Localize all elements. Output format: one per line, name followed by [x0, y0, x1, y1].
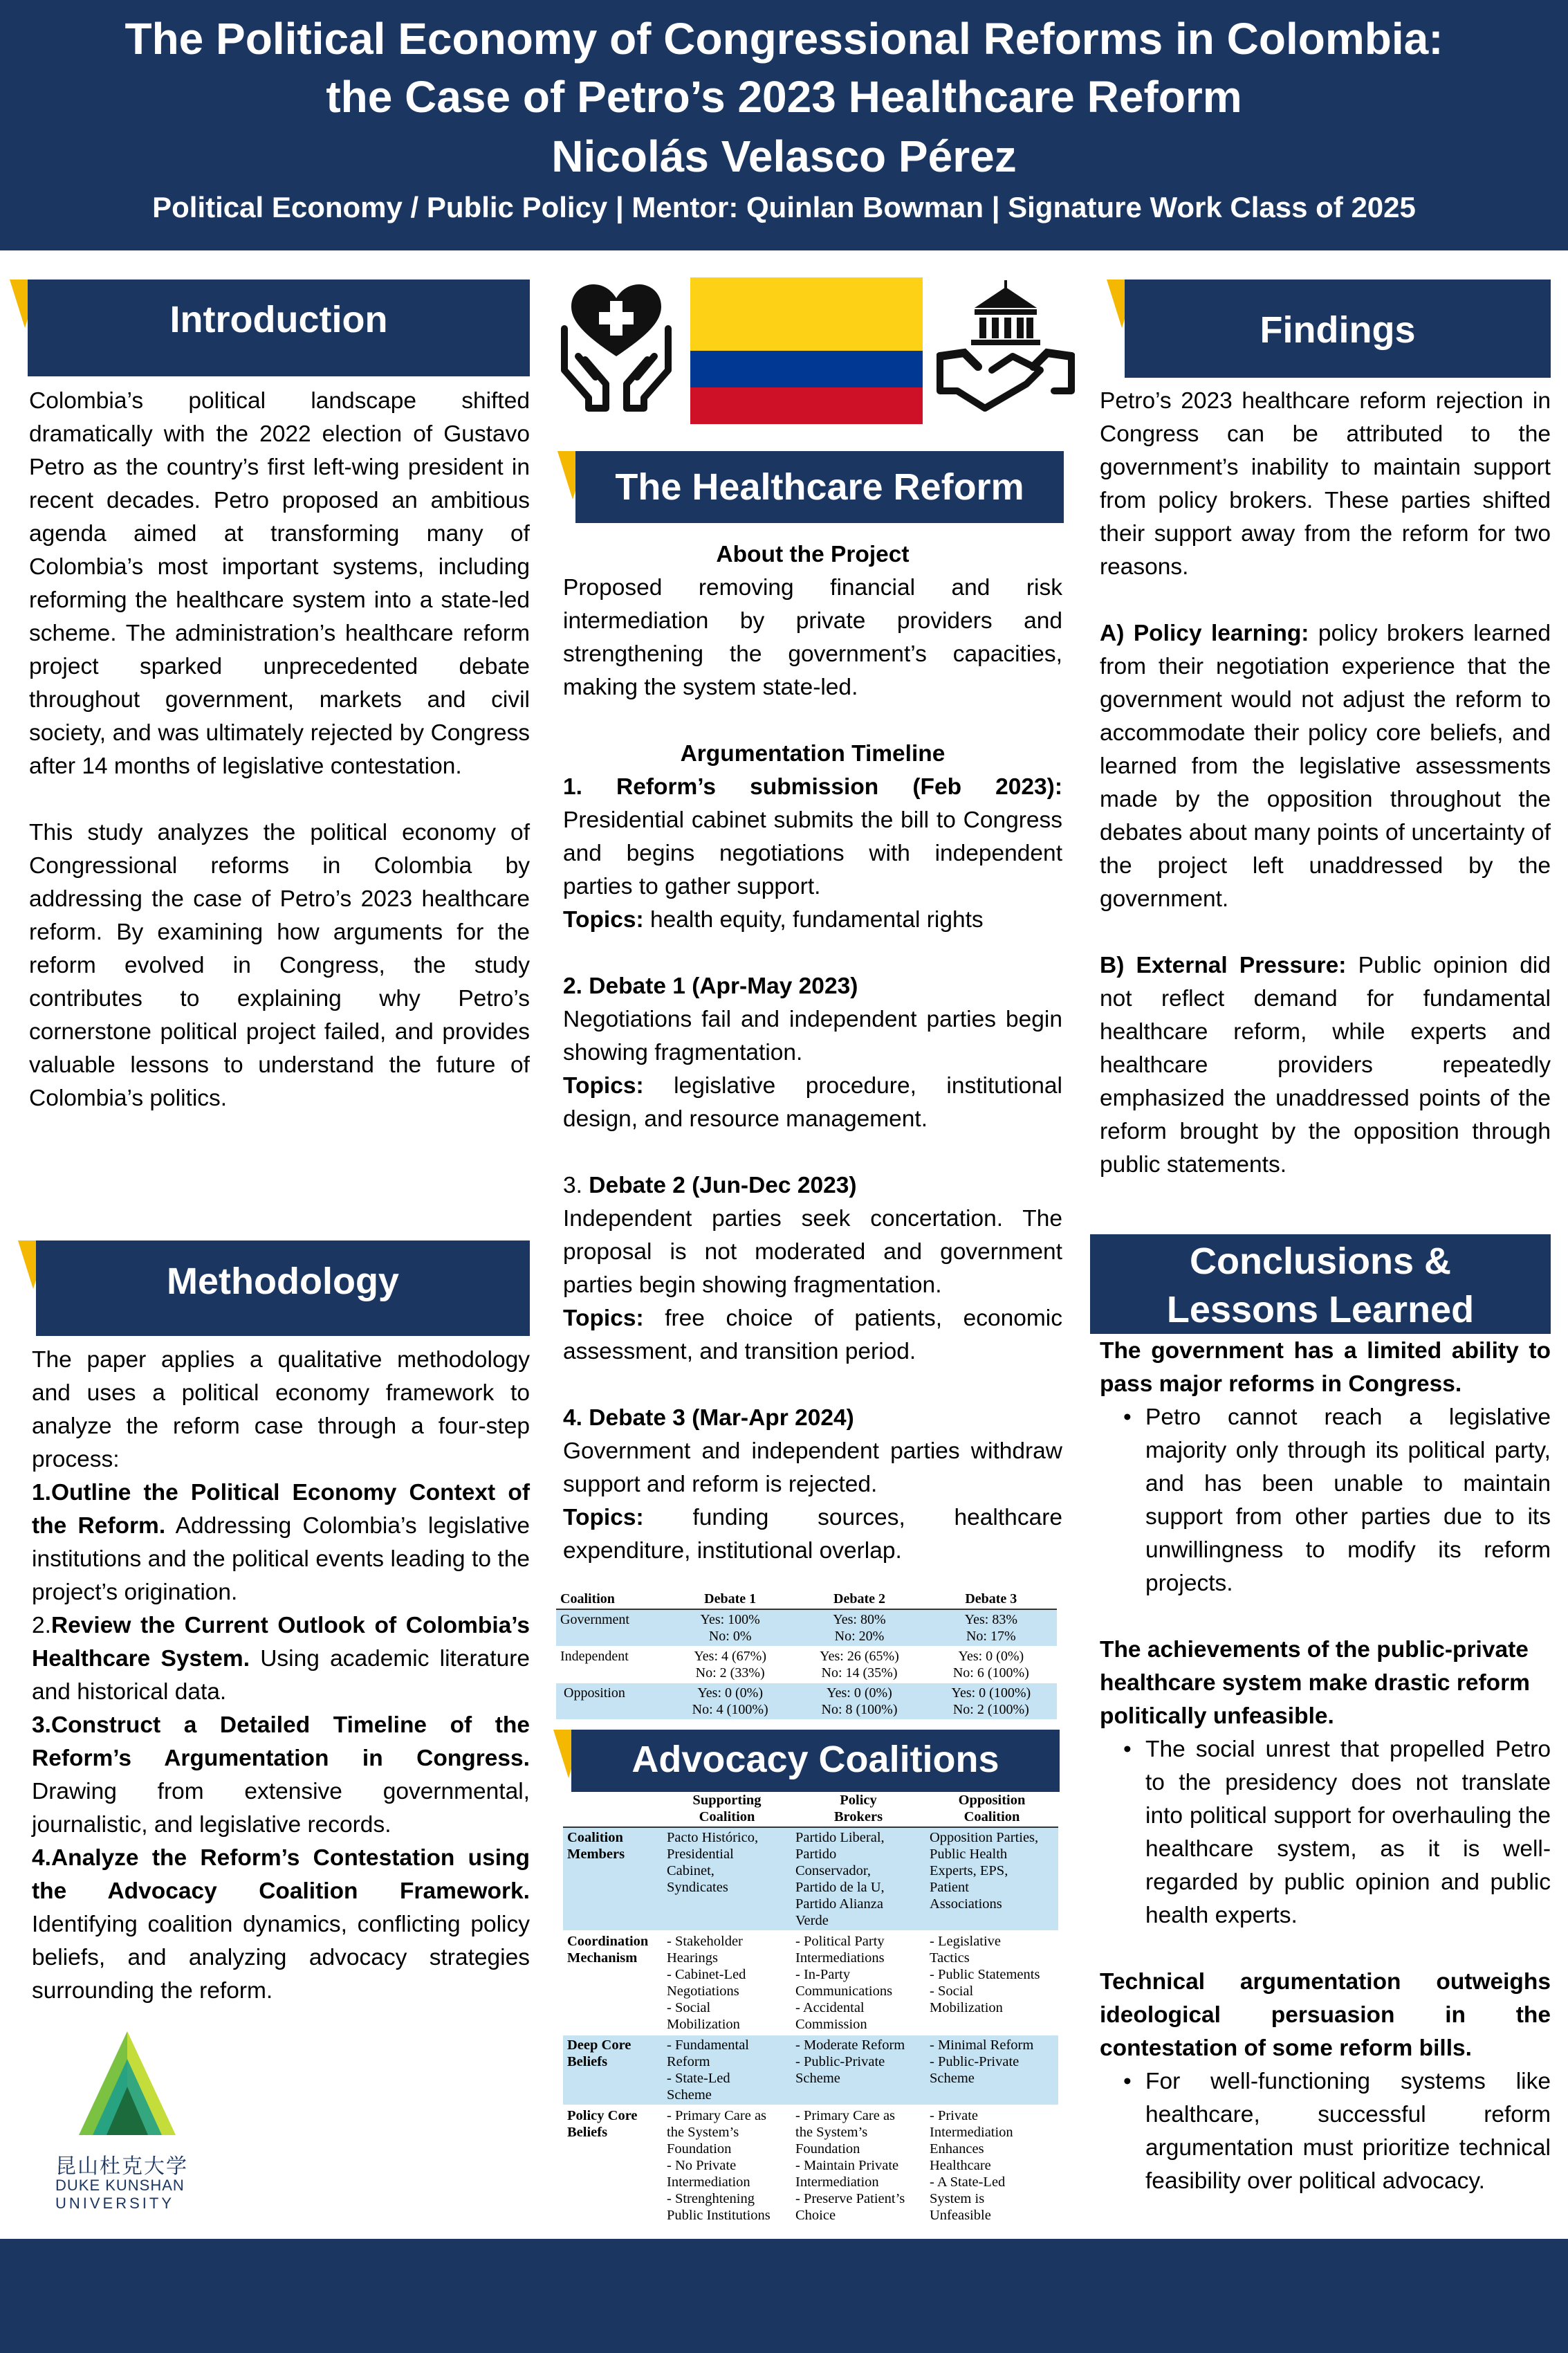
methodology-heading: Methodology	[36, 1240, 530, 1336]
methodology-body	[32, 1344, 530, 2008]
table-row	[563, 1931, 1058, 2035]
timeline-item-1-topics: Topics: health equity, fundamental rights	[563, 907, 984, 933]
step-number: 4.	[32, 1845, 51, 1871]
step-number: 3.	[32, 1712, 51, 1738]
timeline-title: Argumentation Timeline	[680, 741, 946, 767]
government-handshake-icon	[937, 280, 1075, 415]
table-cell: - Legislative Tactics - Public Statements - Social Mobilization	[925, 1931, 1058, 2035]
subtitle: Political Economy / Public Policy | Mentor: Quinlan Bowman | Signature Work Class of 2025	[152, 191, 1416, 223]
timeline-item-1-text: Presidential cabinet submits the bill to Congress and begins negotiations with independent parties to gather support.	[563, 807, 1062, 899]
step-title: Review the Current Outlook of Colombia’s Healthcare System.	[32, 1613, 530, 1672]
table-row	[563, 2035, 1058, 2105]
step-title: Analyze the Reform’s Contestation using the Advocacy Coalition Framework.	[32, 1845, 530, 1904]
row-label: Policy Core Beliefs	[563, 2105, 663, 2226]
table-row	[556, 1683, 1057, 1720]
table-cell: - Primary Care as the System’s Foundation - Maintain Private Intermediation - Preserve Patient’s Choice	[791, 2105, 925, 2226]
conclusion-3-list	[1100, 2065, 1551, 2198]
introduction-paragraph-2: This study analyzes the political economy of Congressional reforms in Colombia by addressing the case of Petro’s 2023 healthcare reform. By examining how arguments for the reform evolved in Congress, the study contributes to explaining why Petro’s cornerstone political project failed, and provides valuable lessons to understand the future of Colombia’s politics.	[29, 820, 530, 1111]
findings-body	[1100, 385, 1551, 1182]
poster-header	[0, 0, 1568, 250]
timeline-item-3-title: 3. Debate 2 (Jun-Dec 2023)	[563, 1173, 857, 1198]
logo-chinese-text: 昆山杜克大学	[55, 2154, 188, 2179]
step-text: Addressing Colombia’s legislative institutions and the political events leading to the project’s origination.	[32, 1513, 530, 1605]
logo-text-line-1: DUKE KUNSHAN	[55, 2177, 185, 2194]
findings-policy-learning: A) Policy learning: policy brokers learned from their negotiation experience that the government would not adjust the reform to accommodate their policy core beliefs, and learned from the legislative assessments made by the opposition throughout the debates about many points of uncertainty of the project left unaddressed by the government.	[1100, 621, 1551, 912]
row-label: Deep Core Beliefs	[563, 2035, 663, 2105]
introduction-body	[29, 385, 530, 1115]
timeline-item-4-topics: Topics: funding sources, healthcare expenditure, institutional overlap.	[563, 1505, 1062, 1564]
flag-yellow-stripe	[690, 277, 923, 351]
list-item: • The social unrest that propelled Petro to the presidency does not translate into political support for overhauling the healthcare system, as it is well-regarded by public opinion and public health experts.	[1145, 1733, 1551, 1932]
author-name: Nicolás Velasco Pérez	[551, 131, 1017, 181]
table-header-cell: Coalition	[556, 1589, 667, 1609]
timeline-item-2-title: 2. Debate 1 (Apr-May 2023)	[563, 973, 858, 999]
table-cell: Yes: 0 (0%) No: 8 (100%)	[793, 1683, 925, 1720]
step-number: 1.	[32, 1480, 51, 1505]
conclusions-heading-line-2: Lessons Learned	[1166, 1289, 1475, 1330]
step-text: Identifying coalition dynamics, conflicting policy beliefs, and analyzing advocacy strategies surrounding the reform.	[32, 1912, 530, 2004]
table-cell: Yes: 4 (67%) No: 2 (33%)	[667, 1647, 793, 1683]
table-cell: Yes: 26 (65%) No: 14 (35%)	[793, 1647, 925, 1683]
row-label: Coordination Mechanism	[563, 1931, 663, 2035]
title-line-1: The Political Economy of Congressional Reforms in Colombia:	[124, 14, 1444, 64]
table-cell: Pacto Histórico, Presidential Cabinet, Syndicates	[663, 1827, 791, 1931]
findings-paragraph-1: Petro’s 2023 healthcare reform rejection in Congress can be attributed to the government’s inability to maintain support from policy brokers. These parties shifted their support away from the reform for two reasons.	[1100, 388, 1551, 580]
step-title: Outline the Political Economy Context of the Reform.	[32, 1480, 530, 1539]
healthcare-reform-heading: The Healthcare Reform	[575, 451, 1064, 523]
table-header-cell	[563, 1791, 663, 1827]
conclusions-heading	[1090, 1234, 1551, 1334]
methodology-intro: The paper applies a qualitative methodology and uses a political economy framework to analyze the reform case through a four-step process:	[32, 1347, 530, 1472]
step-number: 2.	[32, 1613, 51, 1638]
conclusion-1-title: The government has a limited ability to pass major reforms in Congress.	[1100, 1338, 1551, 1397]
table-cell: Yes: 0 (100%) No: 2 (100%)	[925, 1683, 1057, 1720]
timeline-item-1-title: 1. Reform’s submission (Feb 2023):	[563, 774, 1062, 800]
introduction-heading: Introduction	[28, 280, 530, 376]
table-header-cell: Policy Brokers	[791, 1791, 925, 1827]
table-header-cell: Debate 3	[925, 1589, 1057, 1609]
table-cell: - Moderate Reform - Public-Private Scheme	[791, 2035, 925, 2105]
methodology-step-2	[32, 1609, 530, 1709]
flag-red-stripe	[690, 387, 923, 424]
row-label: Opposition	[556, 1683, 667, 1720]
conclusion-2-title: The achievements of the public-private healthcare system make drastic reform politically unfeasible.	[1100, 1637, 1530, 1729]
timeline-item-2-topics: Topics: legislative procedure, institutional design, and resource management.	[563, 1073, 1062, 1132]
table-row	[563, 1827, 1058, 1931]
table-cell: - Political Party Intermediations - In-Party Communications - Accidental Commission	[791, 1931, 925, 2035]
table-cell: Opposition Parties, Public Health Experts, EPS, Patient Associations	[925, 1827, 1058, 1931]
conclusions-body	[1100, 1335, 1551, 2198]
table-cell: - Primary Care as the System’s Foundation - No Private Intermediation - Strenghtening Public Institutions	[663, 2105, 791, 2226]
conclusion-1-list	[1100, 1401, 1551, 1600]
list-item: • Petro cannot reach a legislative majority only through its political party, and has been unable to maintain support from other parties due to its unwillingness to modify its reform projects.	[1145, 1401, 1551, 1600]
table-row	[556, 1647, 1057, 1683]
timeline-item-4-text: Government and independent parties withdraw support and reform is rejected.	[563, 1438, 1062, 1497]
list-item: • For well-functioning systems like healthcare, successful reform argumentation must prioritize technical feasibility over political advocacy.	[1145, 2065, 1551, 2198]
conclusion-2-list	[1100, 1733, 1551, 1932]
advocacy-coalitions-table	[563, 1791, 1058, 2226]
conclusions-heading-line-1: Conclusions &	[1189, 1240, 1452, 1282]
row-label: Coalition Members	[563, 1827, 663, 1931]
table-cell: Yes: 80% No: 20%	[793, 1609, 925, 1647]
table-cell: Yes: 100% No: 0%	[667, 1609, 793, 1647]
table-cell: - Fundamental Reform - State-Led Scheme	[663, 2035, 791, 2105]
table-row	[563, 2105, 1058, 2226]
step-text: Using academic literature and historical data.	[32, 1646, 531, 1705]
university-logo	[55, 2031, 207, 2218]
step-text: Drawing from extensive governmental, journalistic, and legislative records.	[32, 1779, 530, 1838]
methodology-step-3	[32, 1709, 530, 1842]
table-cell: Yes: 83% No: 17%	[925, 1609, 1057, 1647]
advocacy-table-header	[563, 1791, 1058, 1827]
introduction-paragraph-1: Colombia’s political landscape shifted dramatically with the 2022 election of Gustavo Petro as the country’s first left-wing president in recent decades. Petro proposed an ambitious agenda aimed at transforming many of Colombia’s most important systems, including reforming the healthcare system into a state-led scheme. The administration’s healthcare reform project sparked unprecedented debate throughout government, markets and civil society, and was ultimately rejected by Congress after 14 months of legislative contestation.	[29, 388, 530, 779]
advocacy-coalitions-heading: Advocacy Coalitions	[571, 1730, 1060, 1792]
healthcare-reform-body	[563, 538, 1062, 1568]
timeline-item-4-title: 4. Debate 3 (Mar-Apr 2024)	[563, 1405, 854, 1431]
step-title: Construct a Detailed Timeline of the Reform’s Argumentation in Congress.	[32, 1712, 530, 1771]
timeline-item-3-text: Independent parties seek concertation. The proposal is not moderated and government parties begin showing fragmentation.	[563, 1206, 1062, 1298]
findings-heading: Findings	[1125, 280, 1551, 378]
table-row	[556, 1609, 1057, 1647]
table-cell: - Stakeholder Hearings - Cabinet-Led Negotiations - Social Mobilization	[663, 1931, 791, 2035]
table-cell: Partido Liberal, Partido Conservador, Partido de la U, Partido Alianza Verde	[791, 1827, 925, 1931]
methodology-step-4	[32, 1842, 530, 2008]
table-header-cell: Supporting Coalition	[663, 1791, 791, 1827]
row-label: Independent	[556, 1647, 667, 1683]
table-header-cell: Opposition Coalition	[925, 1791, 1058, 1827]
poster-footer	[0, 2239, 1568, 2353]
votes-table	[556, 1589, 1057, 1720]
timeline-item-2-text: Negotiations fail and independent parties begin showing fragmentation.	[563, 1007, 1062, 1065]
votes-table-header	[556, 1589, 1057, 1609]
colombia-flag	[690, 277, 923, 424]
table-cell: Yes: 0 (0%) No: 4 (100%)	[667, 1683, 793, 1720]
findings-external-pressure: B) External Pressure: Public opinion did not reflect demand for fundamental healthcare reform, while experts and healthcare providers repeatedly emphasized the unaddressed points of the reform brought by the opposition through public statements.	[1100, 953, 1551, 1178]
table-header-cell: Debate 1	[667, 1589, 793, 1609]
methodology-step-1	[32, 1476, 530, 1609]
healthcare-hands-icon	[557, 280, 675, 412]
logo-mountain-icon	[58, 2031, 196, 2142]
conclusion-3-title: Technical argumentation outweighs ideological persuasion in the contestation of some reform bills.	[1100, 1969, 1551, 2061]
row-label: Government	[556, 1609, 667, 1647]
about-project-title: About the Project	[716, 542, 910, 567]
table-header-cell: Debate 2	[793, 1589, 925, 1609]
title-line-2: the Case of Petro’s 2023 Healthcare Reform	[326, 72, 1242, 122]
table-cell: Yes: 0 (0%) No: 6 (100%)	[925, 1647, 1057, 1683]
flag-blue-stripe	[690, 351, 923, 387]
timeline-item-3-topics: Topics: free choice of patients, economic assessment, and transition period.	[563, 1306, 1062, 1364]
about-project-text: Proposed removing financial and risk intermediation by private providers and strengthening the government’s capacities, making the system state-led.	[563, 575, 1062, 700]
table-cell: - Minimal Reform - Public-Private Scheme	[925, 2035, 1058, 2105]
logo-text-line-2: UNIVERSITY	[55, 2195, 175, 2212]
table-cell: - Private Intermediation Enhances Healthcare - A State-Led System is Unfeasible	[925, 2105, 1058, 2226]
